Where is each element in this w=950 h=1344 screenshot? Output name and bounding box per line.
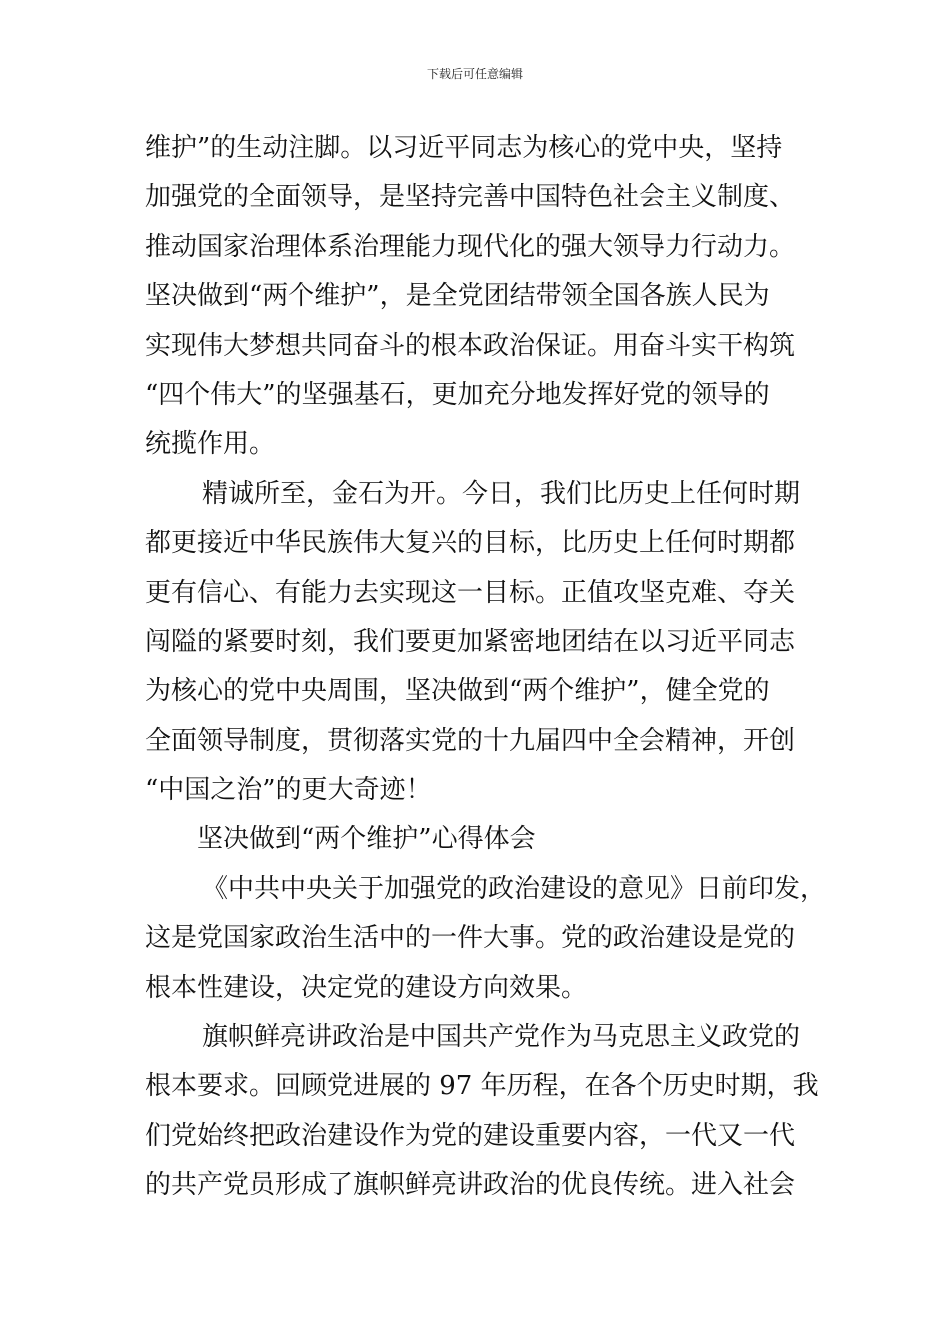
text-line: 推动国家治理体系治理能力现代化的强大领导力行动力。 xyxy=(145,231,796,262)
text-line: 坚决做到“两个维护”，是全党团结带领全国各族人民为 xyxy=(145,281,770,312)
text-line: 这是党国家政治生活中的一件大事。党的政治建设是党的 xyxy=(145,923,796,954)
paragraph-start-line: 《中共中央关于加强党的政治建设的意见》日前印发， xyxy=(202,873,827,904)
text-line: 的共产党员形成了旗帜鲜亮讲政治的优良传统。进入社会 xyxy=(145,1170,796,1201)
text-line: 统揽作用。 xyxy=(145,429,276,460)
text-line: 闯隘的紧要时刻，我们要更加紧密地团结在以习近平同志 xyxy=(145,626,796,657)
text-line: “四个伟大”的坚强基石，更加充分地发挥好党的领导的 xyxy=(145,379,770,410)
text-line: 根本要求。回顾党进展的 97 年历程，在各个历史时期，我 xyxy=(145,1071,819,1102)
text-line: 全面领导制度，贯彻落实党的十九届四中全会精神，开创 xyxy=(145,725,796,756)
text-line: 更有信心、有能力去实现这一目标。正值攻坚克难、夺关 xyxy=(145,577,796,608)
text-line: 加强党的全面领导，是坚持完善中国特色社会主义制度、 xyxy=(145,182,796,213)
section-title: 坚决做到“两个维护”心得体会 xyxy=(197,824,536,855)
paragraph-start-line: 精诚所至，金石为开。今日，我们比历史上任何时期 xyxy=(202,478,801,509)
text-line: 根本性建设，决定党的建设方向效果。 xyxy=(145,972,588,1003)
text-line: 维护”的生动注脚。以习近平同志为核心的党中央，坚持 xyxy=(145,133,783,163)
page-header: 下载后可任意编辑 xyxy=(426,67,523,81)
paragraph-start-line: 旗帜鲜亮讲政治是中国共产党作为马克思主义政党的 xyxy=(202,1022,801,1053)
text-line: 为核心的党中央周围，坚决做到“两个维护”，健全党的 xyxy=(145,676,770,707)
text-line: 都更接近中华民族伟大复兴的目标，比历史上任何时期都 xyxy=(145,528,796,559)
document-body xyxy=(145,124,827,1211)
text-line: 们党始终把政治建设作为党的建设重要内容，一代又一代 xyxy=(145,1120,796,1151)
text-line: 实现伟大梦想共同奋斗的根本政治保证。用奋斗实干构筑 xyxy=(145,330,796,361)
text-line: “中国之治”的更大奇迹！ xyxy=(145,775,432,806)
